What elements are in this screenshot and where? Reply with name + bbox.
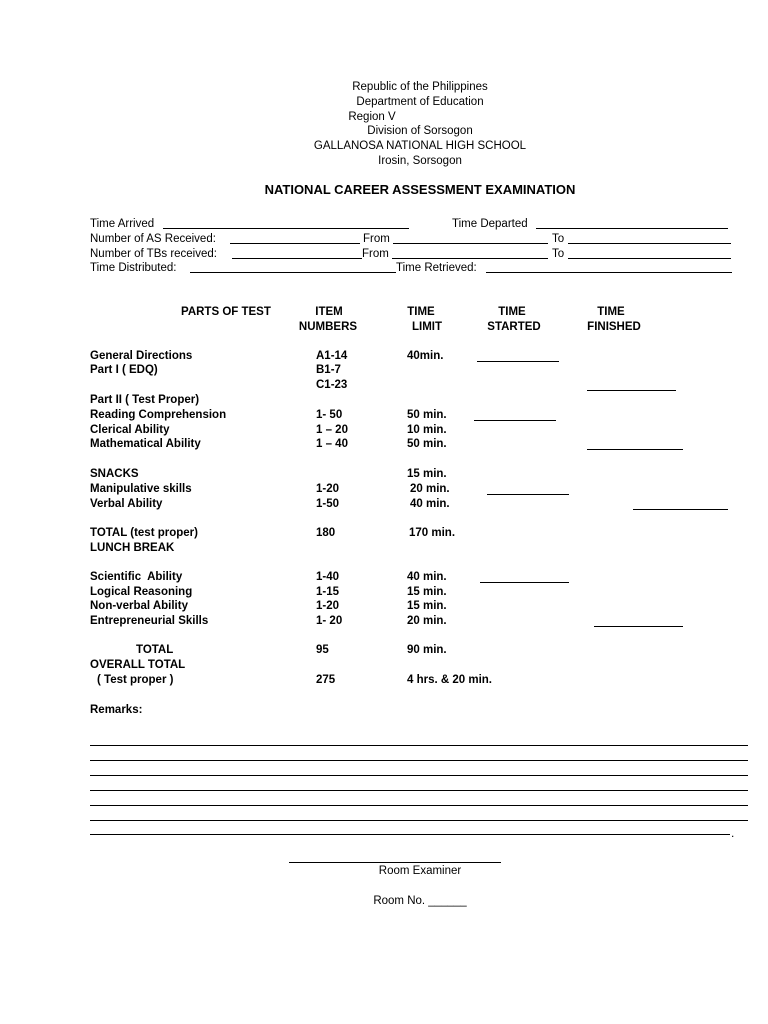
row-part: General Directions bbox=[90, 350, 193, 362]
row-part: ( Test proper ) bbox=[97, 674, 174, 686]
row-part: Mathematical Ability bbox=[90, 438, 201, 450]
row-item: 1-20 bbox=[316, 483, 340, 495]
row-time-limit: 40min. bbox=[407, 350, 444, 362]
time-started-line[interactable] bbox=[474, 420, 556, 421]
row-part: SNACKS bbox=[90, 468, 139, 480]
row-part: Part I ( EDQ) bbox=[90, 364, 158, 376]
time-arrived-label: Time Arrived bbox=[90, 218, 155, 230]
room-number-field[interactable]: Room No. ______ bbox=[373, 895, 467, 907]
row-item: 1 – 20 bbox=[316, 424, 348, 436]
time-departed-label: Time Departed bbox=[452, 218, 528, 230]
row-time-limit: 15 min. bbox=[407, 600, 447, 612]
tbs-received-label: Number of TBs received: bbox=[90, 248, 217, 260]
time-departed-line[interactable] bbox=[536, 228, 728, 229]
as-from-line[interactable] bbox=[393, 243, 548, 244]
row-time-limit: 170 min. bbox=[409, 527, 456, 539]
row-time-limit: 40 min. bbox=[407, 571, 447, 583]
row-item: 275 bbox=[316, 674, 336, 686]
row-item: 1-15 bbox=[316, 586, 340, 598]
row-part: Logical Reasoning bbox=[90, 586, 193, 598]
row-item: 1-20 bbox=[316, 600, 340, 612]
row-time-limit: 15 min. bbox=[407, 586, 447, 598]
remarks-line[interactable] bbox=[90, 805, 748, 806]
time-retrieved-label: Time Retrieved: bbox=[396, 262, 477, 274]
row-item: C1-23 bbox=[316, 379, 348, 391]
time-finished-line[interactable] bbox=[633, 509, 728, 510]
row-time-limit: 15 min. bbox=[407, 468, 447, 480]
tbs-to-label: To bbox=[552, 248, 565, 260]
division-line: Division of Sorsogon bbox=[367, 125, 473, 137]
row-item: B1-7 bbox=[316, 364, 341, 376]
time-arrived-line[interactable] bbox=[163, 228, 409, 229]
remarks-line[interactable] bbox=[90, 834, 730, 835]
row-time-limit: 20 min. bbox=[407, 615, 447, 627]
row-time-limit: 90 min. bbox=[407, 644, 447, 656]
row-item: 1 – 40 bbox=[316, 438, 348, 450]
header-item-line1: ITEM bbox=[315, 306, 343, 318]
row-time-limit: 20 min. bbox=[410, 483, 450, 495]
row-part: TOTAL bbox=[136, 644, 174, 656]
row-time-limit: 50 min. bbox=[407, 438, 447, 450]
time-distributed-label: Time Distributed: bbox=[90, 262, 177, 274]
time-started-line[interactable] bbox=[487, 494, 569, 495]
tbs-from-label: From bbox=[362, 248, 389, 260]
as-received-line[interactable] bbox=[230, 243, 360, 244]
row-time-limit: 4 hrs. & 20 min. bbox=[407, 674, 493, 686]
header-limit-line2: LIMIT bbox=[411, 321, 443, 333]
row-time-limit: 50 min. bbox=[407, 409, 447, 421]
remarks-line[interactable] bbox=[90, 745, 748, 746]
header-started-line1: TIME bbox=[498, 306, 526, 318]
row-part: Scientific Ability bbox=[90, 571, 183, 583]
as-from-label: From bbox=[363, 233, 390, 245]
region-line: Region V bbox=[348, 111, 396, 123]
time-retrieved-line[interactable] bbox=[486, 272, 732, 273]
header-finished-line1: TIME bbox=[597, 306, 625, 318]
time-started-line[interactable] bbox=[480, 582, 569, 583]
room-examiner-signature-line[interactable] bbox=[289, 862, 501, 863]
time-started-line[interactable] bbox=[477, 361, 559, 362]
department-line: Department of Education bbox=[356, 96, 484, 108]
page-title: NATIONAL CAREER ASSESSMENT EXAMINATION bbox=[264, 182, 576, 197]
remarks-line[interactable] bbox=[90, 790, 748, 791]
header-item-line2: NUMBERS bbox=[298, 321, 358, 333]
row-part: Manipulative skills bbox=[90, 483, 192, 495]
tbs-to-line[interactable] bbox=[568, 258, 731, 259]
tbs-received-line[interactable] bbox=[232, 258, 362, 259]
as-to-line[interactable] bbox=[568, 243, 731, 244]
row-part: Entrepreneurial Skills bbox=[90, 615, 209, 627]
row-part: Clerical Ability bbox=[90, 424, 170, 436]
time-finished-line[interactable] bbox=[594, 626, 683, 627]
row-item: 1- 20 bbox=[316, 615, 343, 627]
room-examiner-label: Room Examiner bbox=[378, 865, 462, 877]
header-parts-of-test: PARTS OF TEST bbox=[181, 306, 271, 318]
row-item: 180 bbox=[316, 527, 336, 539]
school-name: GALLANOSA NATIONAL HIGH SCHOOL bbox=[313, 140, 527, 152]
row-part: Verbal Ability bbox=[90, 498, 163, 510]
row-item: 1- 50 bbox=[316, 409, 343, 421]
as-to-label: To bbox=[552, 233, 565, 245]
row-part: Part II ( Test Proper) bbox=[90, 394, 200, 406]
row-time-limit: 10 min. bbox=[407, 424, 447, 436]
remarks-period: . bbox=[731, 826, 735, 840]
row-part: Reading Comprehension bbox=[90, 409, 227, 421]
school-location: Irosin, Sorsogon bbox=[378, 155, 462, 167]
row-item: A1-14 bbox=[316, 350, 348, 362]
row-item: 95 bbox=[316, 644, 329, 656]
row-part: LUNCH BREAK bbox=[90, 542, 175, 554]
row-item: 1-40 bbox=[316, 571, 340, 583]
as-received-label: Number of AS Received: bbox=[90, 233, 216, 245]
remarks-line[interactable] bbox=[90, 775, 748, 776]
header-started-line2: STARTED bbox=[487, 321, 541, 333]
header-finished-line2: FINISHED bbox=[587, 321, 641, 333]
time-finished-line[interactable] bbox=[587, 449, 683, 450]
remarks-line[interactable] bbox=[90, 820, 748, 821]
row-time-limit: 40 min. bbox=[410, 498, 450, 510]
tbs-from-line[interactable] bbox=[392, 258, 548, 259]
remarks-label: Remarks: bbox=[90, 704, 143, 716]
remarks-line[interactable] bbox=[90, 760, 748, 761]
row-part: OVERALL TOTAL bbox=[90, 659, 186, 671]
republic-line: Republic of the Philippines bbox=[352, 81, 488, 93]
row-part: Non-verbal Ability bbox=[90, 600, 188, 612]
row-item: 1-50 bbox=[316, 498, 340, 510]
time-distributed-line[interactable] bbox=[190, 272, 396, 273]
header-limit-line1: TIME bbox=[407, 306, 435, 318]
row-part: TOTAL (test proper) bbox=[90, 527, 198, 539]
time-finished-line[interactable] bbox=[587, 390, 676, 391]
